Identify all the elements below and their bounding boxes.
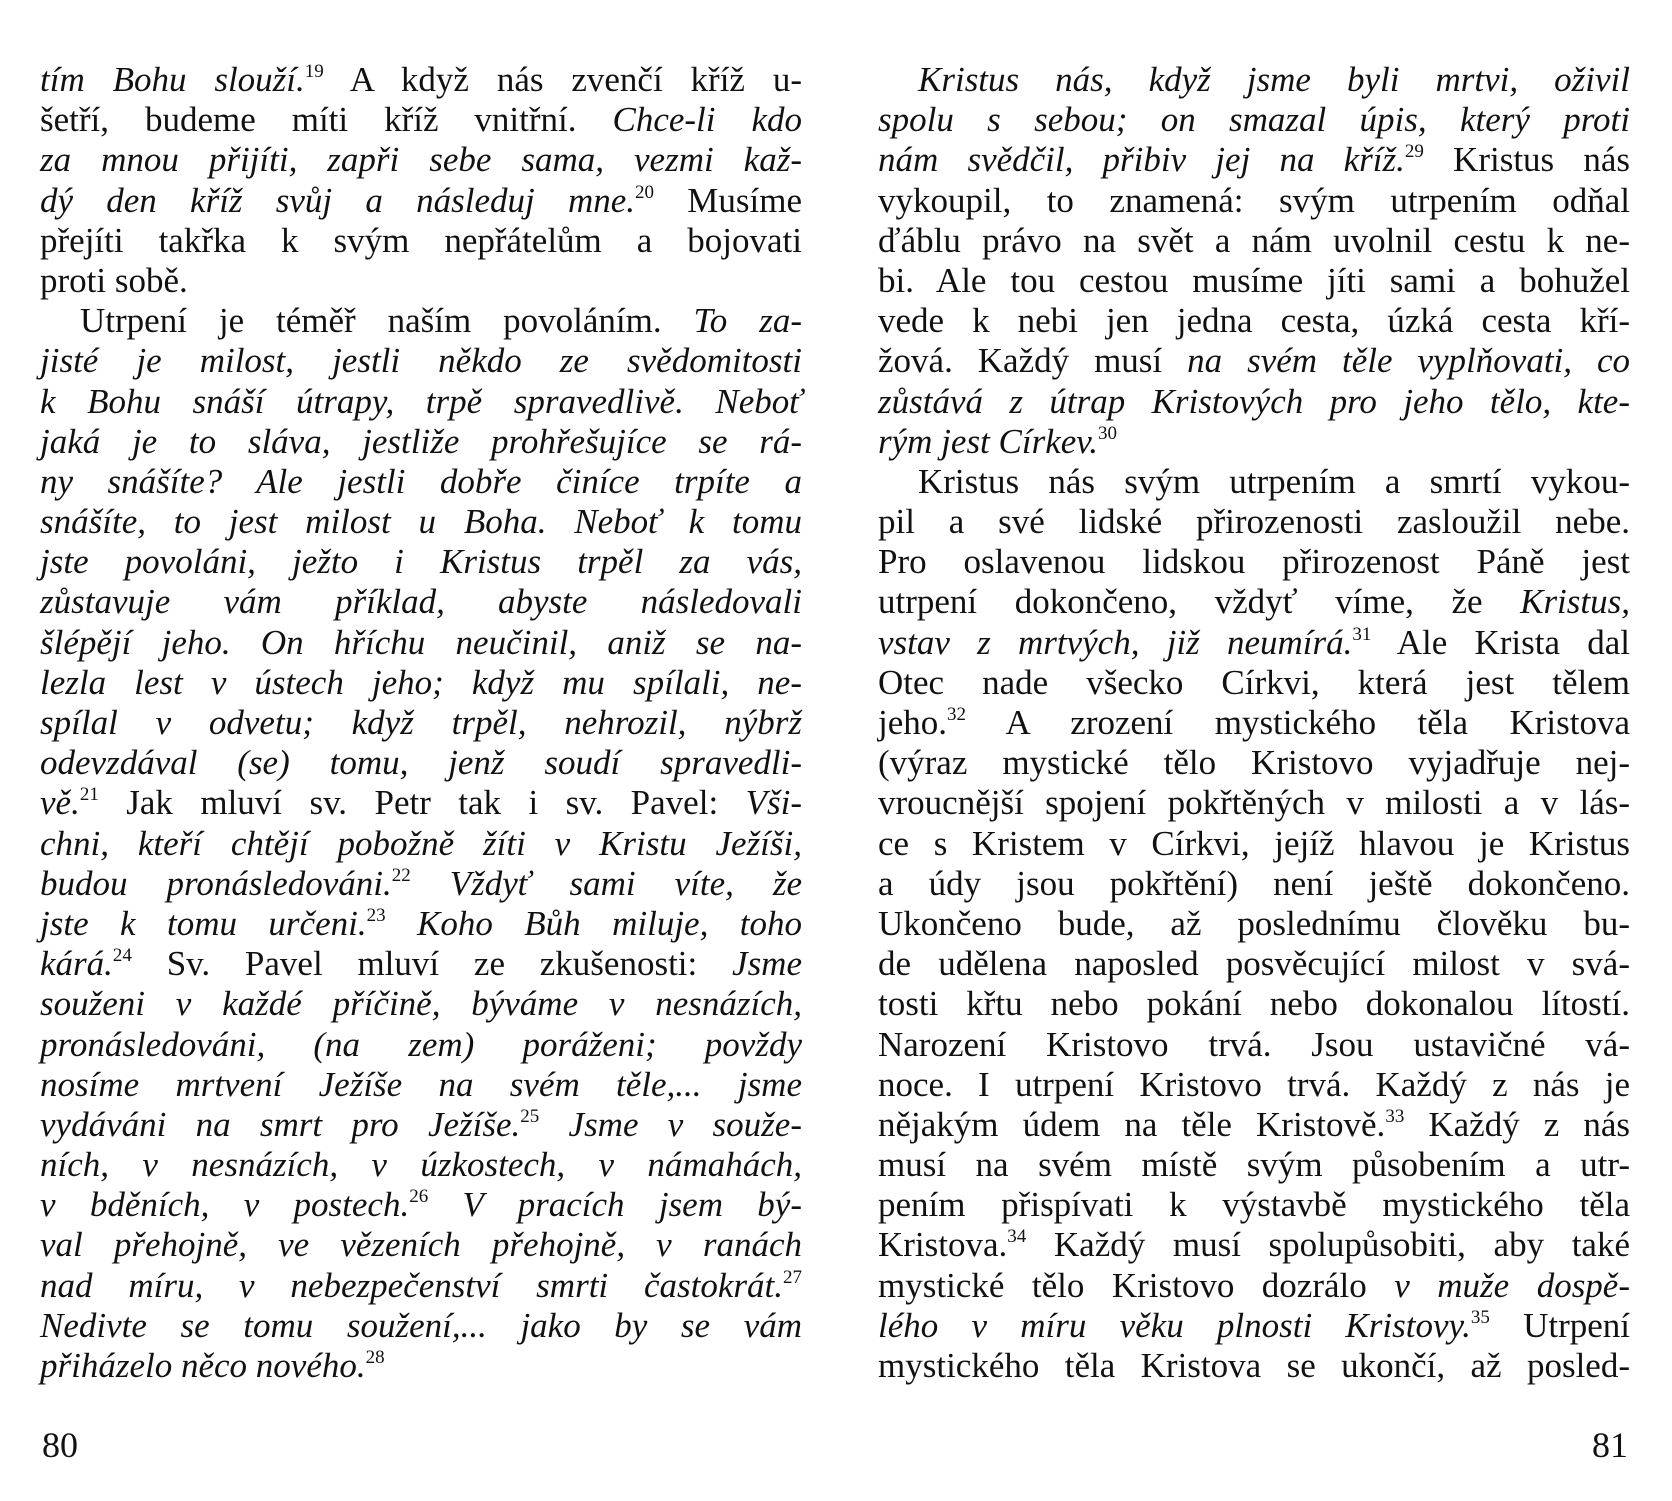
text-run: pil a své lidské přirozenosti zasloužil nebe. [878, 502, 1630, 542]
text-line [40, 663, 802, 703]
text-line [40, 1185, 802, 1225]
text-line [40, 462, 802, 502]
text-run: ních, v nesnázích, v úzkostech, v námahách, [40, 1145, 802, 1185]
text-run: mystického těla Kristova se ukončí, až posled- [878, 1346, 1630, 1385]
text-run: Ale Krista dal [1371, 622, 1630, 662]
text-line [40, 1225, 802, 1265]
footnote-marker: 35 [1470, 1306, 1490, 1328]
footnote-marker: 29 [1404, 141, 1424, 163]
text-run: mystické tělo Kristovo dozrálo [878, 1265, 1395, 1305]
text-run: Utrpení [1489, 1305, 1630, 1345]
text-run: Jak mluví sv. Petr tak i sv. Pavel: [98, 783, 746, 823]
text-line [40, 1306, 802, 1346]
text-line [878, 663, 1630, 703]
text-run: ďáblu právo na svět a nám uvolnil cestu k ne- [878, 220, 1630, 260]
text-run: Vždyť sami víte, že [410, 863, 803, 903]
text-run: nám svědčil, přibiv jej na kříž. [878, 140, 1405, 180]
text-run: Otec nade všecko Církvi, která jest tělem [878, 662, 1630, 702]
text-run: nosíme mrtvení Ježíše na svém těle,... jsme [40, 1064, 802, 1104]
text-line [40, 984, 802, 1024]
text-run: utrpení dokončeno, vždyť víme, že [878, 582, 1521, 622]
text-line [40, 140, 802, 180]
text-run: zůstavuje vám příklad, abyste následovali [40, 582, 802, 622]
text-line [40, 864, 802, 904]
text-line [878, 1025, 1630, 1065]
text-line [40, 422, 802, 462]
text-run: lezla lest v ústech jeho; když mu spílali, ne- [40, 662, 802, 702]
text-line [40, 382, 802, 422]
text-run: ce s Kristem v Církvi, jejíž hlavou je Kristus [878, 823, 1630, 863]
footnote-marker: 22 [391, 864, 411, 886]
footnote-marker: 26 [409, 1186, 429, 1208]
text-line [40, 783, 802, 823]
text-line [878, 261, 1630, 301]
text-line [40, 1266, 802, 1306]
text-line [40, 1065, 802, 1105]
text-line [40, 703, 802, 743]
text-line [878, 904, 1630, 944]
text-line [40, 341, 802, 381]
text-line [878, 743, 1630, 783]
text-line [878, 864, 1630, 904]
text-run: pronásledováni, (na zem) poráženi; povždy [40, 1024, 802, 1064]
text-line [878, 181, 1630, 221]
text-run: Kristus nás [1423, 140, 1630, 180]
text-run: v muže dospě- [1394, 1265, 1631, 1305]
text-line [878, 542, 1630, 582]
text-run: kárá. [40, 944, 113, 984]
text-line [40, 904, 802, 944]
text-run: jste povoláni, ježto i Kristus trpěl za vás, [40, 542, 802, 582]
text-run: lého v míru věku plnosti Kristovy. [878, 1305, 1471, 1345]
text-run: vykoupil, to znamená: svým utrpením odňal [878, 180, 1630, 220]
footnote-marker: 31 [1352, 623, 1372, 645]
footnote-marker: 30 [1097, 422, 1117, 444]
text-line [878, 140, 1630, 180]
footnote-marker: 21 [79, 784, 99, 806]
text-line [878, 1185, 1630, 1225]
text-run: Každý musí spolupůsobiti, aby také [1026, 1225, 1630, 1265]
text-run: Chce-li kdo [612, 100, 802, 140]
left-page-text [40, 60, 802, 1386]
footnote-marker: 19 [304, 61, 324, 82]
text-run: Koho Bůh miluje, toho [385, 903, 802, 943]
page-number-left: 80 [42, 1425, 78, 1465]
text-run: musí na svém místě svým působením a utr- [878, 1145, 1630, 1185]
text-run: proti sobě. [40, 260, 188, 300]
text-line [878, 502, 1630, 542]
text-run: Pro oslavenou lidskou přirozenost Páně jest [878, 542, 1630, 582]
text-line [40, 582, 802, 622]
text-run: Jsme [732, 944, 802, 984]
text-line [878, 100, 1630, 140]
text-line [40, 743, 802, 783]
text-run: Narození Kristovo trvá. Jsou ustavičné vá- [878, 1024, 1630, 1064]
text-line [40, 824, 802, 864]
text-line [878, 462, 1630, 502]
text-run: Musíme [654, 180, 802, 220]
text-run: budou pronásledováni. [40, 863, 392, 903]
text-line [878, 1346, 1630, 1386]
page-number-right: 81 [1592, 1425, 1628, 1465]
text-run: přiházelo něco nového. [40, 1346, 366, 1385]
footnote-marker: 32 [947, 704, 967, 725]
text-run: za mnou přijíti, zapři sebe sama, vezmi kaž- [40, 140, 802, 180]
text-run: nad míru, v nebezpečenství smrti častokrát. [40, 1265, 783, 1305]
text-run: na svém těle vyplňovati, co [1187, 341, 1631, 381]
text-run: Sv. Pavel mluví ze zkušenosti: [131, 944, 733, 984]
text-line [878, 1266, 1630, 1306]
text-line [40, 1346, 802, 1386]
text-line [40, 623, 802, 663]
text-run: souženi v každé příčině, býváme v nesnázích, [40, 984, 802, 1024]
text-run: val přehojně, ve vězeních přehojně, v ranách [40, 1225, 802, 1265]
text-run: vroucnější spojení pokřtěných v milosti a v lás- [878, 783, 1630, 823]
text-line [878, 984, 1630, 1024]
text-run: jste k tomu určeni. [40, 903, 367, 943]
text-line [40, 60, 802, 100]
text-line [878, 1145, 1630, 1185]
text-run: nějakým údem na těle Kristově. [878, 1104, 1386, 1144]
text-line [878, 422, 1630, 462]
footnote-marker: 27 [783, 1266, 802, 1288]
text-run: Nedivte se tomu soužení,... jako by se vám [40, 1305, 802, 1345]
text-run: A když nás zvenčí kříž u- [323, 60, 802, 99]
text-line [878, 783, 1630, 823]
text-run: vě. [40, 783, 80, 823]
text-line [40, 301, 802, 341]
text-run: jeho. [878, 703, 948, 742]
text-line [40, 181, 802, 221]
text-run: zůstává z útrap Kristových pro jeho tělo, kte- [878, 381, 1630, 421]
text-line [40, 100, 802, 140]
text-run: A zrození mystického těla Kristova [966, 703, 1630, 742]
text-run: noce. I utrpení Kristovo trvá. Každý z nás je [878, 1064, 1630, 1104]
text-run: Kristova. [878, 1225, 1008, 1265]
text-run: vydáváni na smrt pro Ježíše. [40, 1104, 521, 1144]
text-line [40, 221, 802, 261]
text-line [40, 944, 802, 984]
text-line [40, 1025, 802, 1065]
text-run: Jsme v souže- [539, 1104, 802, 1144]
text-run: pením přispívati k výstavbě mystického těla [878, 1185, 1630, 1225]
text-run: jisté je milost, jestli někdo ze svědomitosti [40, 341, 802, 381]
footnote-marker: 28 [365, 1347, 385, 1368]
text-line [878, 1306, 1630, 1346]
text-run: Utrpení je téměř naším povoláním. [80, 301, 694, 341]
text-run: a údy jsou pokřtění) není ještě dokončeno. [878, 863, 1630, 903]
text-run: rým jest Církev. [878, 421, 1098, 461]
text-line [878, 1065, 1630, 1105]
text-run: V pracích jsem bý- [428, 1185, 802, 1225]
text-run: bi. Ale tou cestou musíme jíti sami a bohužel [878, 260, 1630, 300]
text-run: Vši- [745, 783, 802, 823]
text-run: Každý z nás [1404, 1104, 1630, 1144]
text-run: (výraz mystické tělo Kristovo vyjadřuje nej- [878, 743, 1630, 783]
text-run: chni, kteří chtějí pobožně žíti v Kristu Ježíši, [40, 823, 802, 863]
text-line [878, 824, 1630, 864]
text-line [40, 1145, 802, 1185]
text-run: jaká je to sláva, jestliže prohřešujíce se rá- [40, 421, 802, 461]
text-run: vede k nebi jen jedna cesta, úzká cesta kří- [878, 301, 1630, 341]
text-line [878, 60, 1630, 100]
text-line [878, 1105, 1630, 1145]
text-run: šetří, budeme míti kříž vnitřní. [40, 100, 613, 140]
text-run: dý den kříž svůj a následuj mne. [40, 180, 636, 220]
text-run: Kristus nás svým utrpením a smrtí vykou- [918, 461, 1630, 501]
text-run: přejíti takřka k svým nepřátelům a bojovati [40, 220, 802, 260]
text-run: k Bohu snáší útrapy, trpě spravedlivě. Neboť [40, 381, 802, 421]
text-run: vstav z mrtvých, již neumírá. [878, 622, 1353, 662]
text-run: To za- [693, 301, 803, 341]
right-page-text [878, 60, 1630, 1386]
text-line [40, 502, 802, 542]
footnote-marker: 34 [1007, 1226, 1027, 1248]
text-run: spolu s sebou; on smazal úpis, který proti [878, 100, 1630, 140]
text-run: v bděních, v postech. [40, 1185, 410, 1225]
text-run: Kristus, [1520, 582, 1630, 622]
text-run: ny snášíte? Ale jestli dobře činíce trpíte a [40, 461, 802, 501]
text-line [40, 1105, 802, 1145]
text-run: šlépějí jeho. On hříchu neučinil, aniž se na- [40, 622, 802, 662]
text-line [40, 542, 802, 582]
text-line [878, 944, 1630, 984]
text-run: odevzdával (se) tomu, jenž soudí spravedli- [40, 743, 802, 783]
text-run: tosti křtu nebo pokání nebo dokonalou lítostí. [878, 984, 1630, 1024]
text-line [878, 703, 1630, 743]
text-run: tím Bohu slouží. [40, 60, 305, 99]
text-run: Ukončeno bude, až poslednímu člověku bu- [878, 903, 1630, 943]
text-line [878, 341, 1630, 381]
text-run: spílal v odvetu; když trpěl, nehrozil, nýbrž [40, 703, 802, 742]
footnote-marker: 33 [1385, 1105, 1405, 1127]
text-run: Kristus nás, když jsme byli mrtvi, oživil [918, 60, 1630, 99]
text-line [40, 261, 802, 301]
footnote-marker: 23 [366, 904, 386, 926]
text-run: žová. Každý musí [878, 341, 1188, 381]
text-run: de udělena naposled posvěcující milost v svá- [878, 944, 1630, 984]
footnote-marker: 20 [635, 181, 655, 203]
text-line [878, 221, 1630, 261]
text-line [878, 382, 1630, 422]
text-run: snášíte, to jest milost u Boha. Neboť k tomu [40, 502, 802, 542]
text-line [878, 301, 1630, 341]
footnote-marker: 24 [112, 945, 132, 967]
footnote-marker: 25 [520, 1105, 540, 1127]
text-line [878, 1225, 1630, 1265]
text-line [878, 582, 1630, 622]
text-line [878, 623, 1630, 663]
